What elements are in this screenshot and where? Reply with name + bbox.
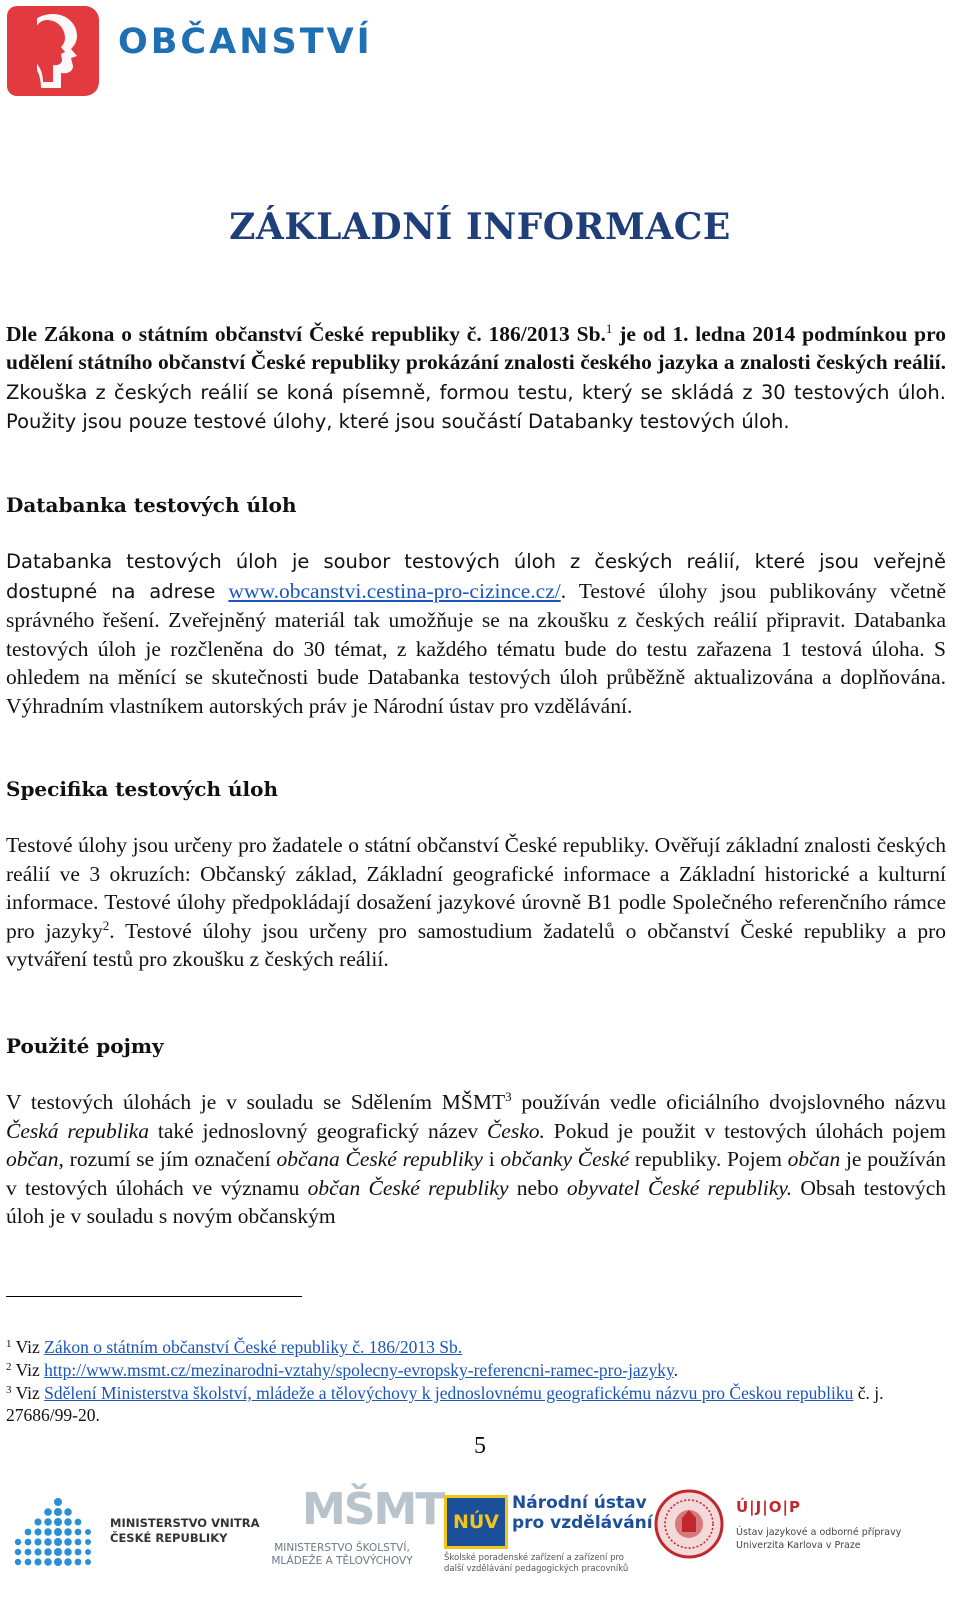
nuv-line-1: Národní ústav <box>512 1493 647 1513</box>
footnote-number: 1 <box>6 1338 12 1350</box>
section-heading-pojmy: Použité pojmy <box>6 1034 164 1058</box>
logo-msmt <box>262 1484 444 1586</box>
section3-term: občanky České <box>500 1147 630 1172</box>
section3-term: Česká republika <box>6 1118 149 1143</box>
nuv-line-4: další vzdělávání pedagogických pracovníků <box>444 1564 629 1574</box>
section1-paragraph <box>6 547 946 721</box>
ujop-mark: Ú|J|O|P <box>736 1498 801 1516</box>
footnote-ref-1[interactable]: 1 <box>605 321 613 336</box>
logo-nuv <box>444 1487 653 1587</box>
section2-text-1: Testové úlohy jsou určeny pro žadatele o státní občanství České republiky. Ověřují základní znalosti českých reálií ve 3 okruzích: Občanský základ, Základní geografické informace a Základní historické a kulturní informace. Testové úlohy předpokládají dosažení jazykové úrovně B1 podle Společného referenčního rámce pro jazyky <box>6 833 946 943</box>
section3-text: republiky. Pojem <box>629 1147 788 1172</box>
footnote-prefix: Viz <box>15 1337 45 1357</box>
footnote-link[interactable]: http://www.msmt.cz/mezinarodni-vztahy/spolecny-evropsky-referencni-ramec-pro-jazyky <box>44 1360 674 1380</box>
footnote-ref-2[interactable]: 2 <box>102 917 110 933</box>
logo-ujop <box>654 1486 954 1586</box>
nuv-line-3: Školské poradenské zařízení a zařízení pro <box>444 1553 624 1563</box>
ujop-line-1: Ústav jazykové a odborné přípravy <box>736 1527 902 1538</box>
footnote-ref-3[interactable]: 3 <box>505 1089 512 1104</box>
section3-text: používán vedle oficiálního dvojslovného názvu <box>511 1090 946 1114</box>
intro-text: Zkouška z českých reálií se koná písemně, formou testu, který se skládá z 30 testových úloh. Použity jsou pouze testové úlohy, které jsou součástí Databanky testových úloh. <box>6 380 946 434</box>
footnote-suffix: . <box>673 1360 678 1380</box>
section3-term: občan <box>6 1147 59 1172</box>
page-number: 5 <box>474 1433 486 1459</box>
nuv-mark: NÚV <box>444 1495 508 1549</box>
footnote-prefix: Viz <box>15 1360 45 1380</box>
section-heading-databanka: Databanka testových úloh <box>6 493 297 517</box>
footnote-suffix: č. j. 27686/99-20. <box>6 1383 884 1425</box>
section3-term: občan České republiky <box>307 1175 509 1200</box>
footnote-1 <box>6 1336 946 1358</box>
mv-dots-icon <box>12 1492 98 1568</box>
section2-text-2: . Testové úlohy jsou určeny pro samostudium žadatelů o občanství České republiky a pro vytváření testů pro zkoušku z českých reálií. <box>6 918 946 972</box>
intro-bold-2: je od 1. ledna 2014 podmínkou pro udělení státního občanství České republiky prokázání znalosti českého jazyka a znalosti českých reálií. <box>6 322 947 375</box>
section3-paragraph <box>6 1088 946 1231</box>
section3-text: také jednoslovný geografický název <box>149 1118 487 1143</box>
footnote-prefix: Viz <box>15 1383 45 1403</box>
section2-paragraph <box>6 831 946 974</box>
obcanstvi-logo-mark <box>7 6 99 96</box>
section3-text: i <box>482 1147 501 1172</box>
charles-university-seal-icon <box>654 1486 724 1562</box>
section3-text: nebo <box>508 1175 567 1200</box>
msmt-line-1: MINISTERSTVO ŠKOLSTVÍ, <box>274 1542 410 1554</box>
footnote-3 <box>6 1382 946 1426</box>
section3-text: , rozumí se jím označení <box>58 1147 277 1172</box>
footnote-link[interactable]: Sdělení Ministerstva školství, mládeže a tělovýchovy k jednoslovnému geografickému názvu pro Českou republiku <box>44 1383 854 1403</box>
section3-text: Obsah testových úloh je v souladu s novým občanským <box>6 1175 947 1229</box>
section3-text: je používán v testových úlohách ve významu <box>6 1147 946 1200</box>
section3-text: Pokud je použit v testových úlohách pojem <box>544 1118 946 1143</box>
logo-ministerstvo-vnitra <box>12 1492 260 1572</box>
section3-term: občana České republiky <box>276 1147 483 1172</box>
msmt-line-2: MLÁDEŽE A TĚLOVÝCHOVY <box>271 1555 413 1567</box>
footnote-link[interactable]: Zákon o státním občanství České republiky č. 186/2013 Sb. <box>44 1337 463 1357</box>
page-title: ZÁKLADNÍ INFORMACE <box>229 206 731 248</box>
footnote-2 <box>6 1359 946 1381</box>
section-heading-specifika: Specifika testových úloh <box>6 777 278 801</box>
brand-name: OBČANSTVÍ <box>118 22 373 62</box>
msmt-mark: MŠMT <box>302 1484 444 1535</box>
section1-text-1: Databanka testových úloh je soubor testových úloh z českých reálií, které jsou veřejně dostupné na adrese <box>6 550 946 603</box>
section3-term: obyvatel České republiky. <box>566 1175 793 1200</box>
footnote-number: 3 <box>6 1384 12 1396</box>
mv-line-1: MINISTERSTVO VNITRA <box>110 1516 260 1530</box>
mv-line-2: ČESKÉ REPUBLIKY <box>110 1531 228 1545</box>
databanka-link[interactable]: www.obcanstvi.cestina-pro-cizince.cz/ <box>228 578 561 603</box>
intro-paragraph <box>6 320 946 437</box>
footnote-number: 2 <box>6 1361 12 1373</box>
section3-term: Česko. <box>486 1118 545 1143</box>
section1-text-2: . Testové úlohy jsou publikovány včetně správného řešení. Zveřejněný materiál tak umožňuje se na zkoušku z českých reálií připravit. Databanka testových úloh je rozčleněna do 30 témat, z každého tématu bude do testu zařazena 1 testová úloha. S ohledem na měnící se skutečnosti bude Databanka testových úloh průběžně aktualizována a doplňována. Výhradním vlastníkem autorských práv je Národní ústav pro vzdělávání. <box>6 578 946 718</box>
intro-bold-1: Dle Zákona o státním občanství České republiky č. 186/2013 Sb. <box>6 322 606 346</box>
nuv-line-2: pro vzdělávání <box>512 1513 653 1533</box>
section3-term: občan <box>787 1147 841 1172</box>
footnote-divider <box>6 1296 302 1297</box>
ujop-line-2: Univerzita Karlova v Praze <box>736 1540 861 1551</box>
section3-text: V testových úlohách je v souladu se Sdělením MŠMT <box>6 1090 506 1114</box>
